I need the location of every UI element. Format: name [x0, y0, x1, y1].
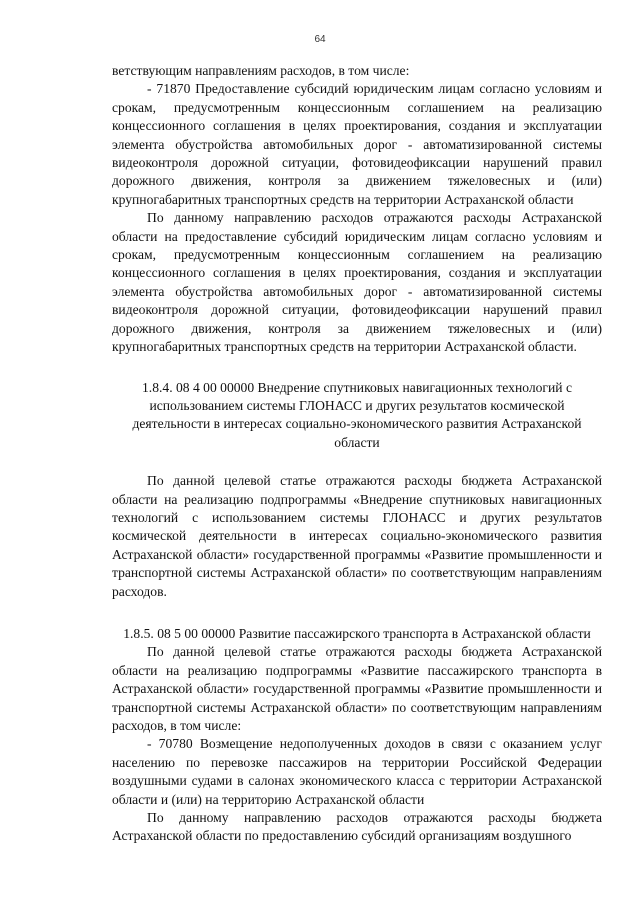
page-number: 64	[314, 34, 326, 45]
paragraph-71870-description: По данному направлению расходов отражаются расходы Астраханской области на предоставление субсидий юридическим лицам согласно условиям и срокам, предусмотренным концессионным соглашением на реализацию концессионного соглашения в целях проектирования, создания и эксплуатации элемента обустройства автомобильных дорог - автоматизированной системы видеоконтроля дорожной ситуации, фотовидеофиксации нарушений правил дорожного движения, контроля за движением тяжеловесных и (или) крупногабаритных транспортных средств на территории Астраханской области.	[112, 210, 602, 355]
paragraph-item-70780: - 70780 Возмещение недополученных доходов в связи с оказанием услуг населению по перевозке пассажиров на территории Российской Федерации воздушными судами в салонах экономического класса с территории Астраханской области и (или) на территорию Астраханской области	[112, 736, 602, 807]
section-heading-1-8-5: 1.8.5. 08 5 00 00000 Развитие пассажирского транспорта в Астраханской области	[123, 625, 591, 641]
document-body	[112, 62, 602, 846]
section-heading-1-8-4: 1.8.4. 08 4 00 00000 Внедрение спутниковых навигационных технологий с использованием системы ГЛОНАСС и других результатов космической деятельности в интересах социально-экономического развития Астраханской области	[132, 379, 582, 450]
paragraph-70780-description: По данному направлению расходов отражаются расходы бюджета Астраханской области по предоставлению субсидий организациям воздушного	[112, 810, 602, 844]
paragraph-continuation: ветствующим направлениям расходов, в том числе:	[112, 63, 410, 78]
paragraph-1-8-4-description: По данной целевой статье отражаются расходы бюджета Астраханской области на реализацию подпрограммы «Внедрение спутниковых навигационных технологий с использованием системы ГЛОНАСС и других результатов космической деятельности в интересах социально-экономического развития Астраханской области» государственной программы «Развитие промышленности и транспортной системы Астраханской области» по соответствующим направлениям расходов.	[112, 473, 602, 599]
paragraph-1-8-5-description: По данной целевой статье отражаются расходы бюджета Астраханской области на реализацию подпрограммы «Развитие пассажирского транспорта в Астраханской области» государственной программы «Развитие промышленности и транспортной системы Астраханской области» по соответствующим направлениям расходов, в том числе:	[112, 644, 602, 733]
paragraph-item-71870: - 71870 Предоставление субсидий юридическим лицам согласно условиям и срокам, предусмотренным концессионным соглашением на реализацию концессионного соглашения в целях проектирования, создания и эксплуатации элемента обустройства автомобильных дорог - автоматизированной системы видеоконтроля дорожной ситуации, фотовидеофиксации нарушений правил дорожного движения, контроля за движением тяжеловесных и (или) крупногабаритных транспортных средств на территории Астраханской области	[112, 81, 602, 207]
